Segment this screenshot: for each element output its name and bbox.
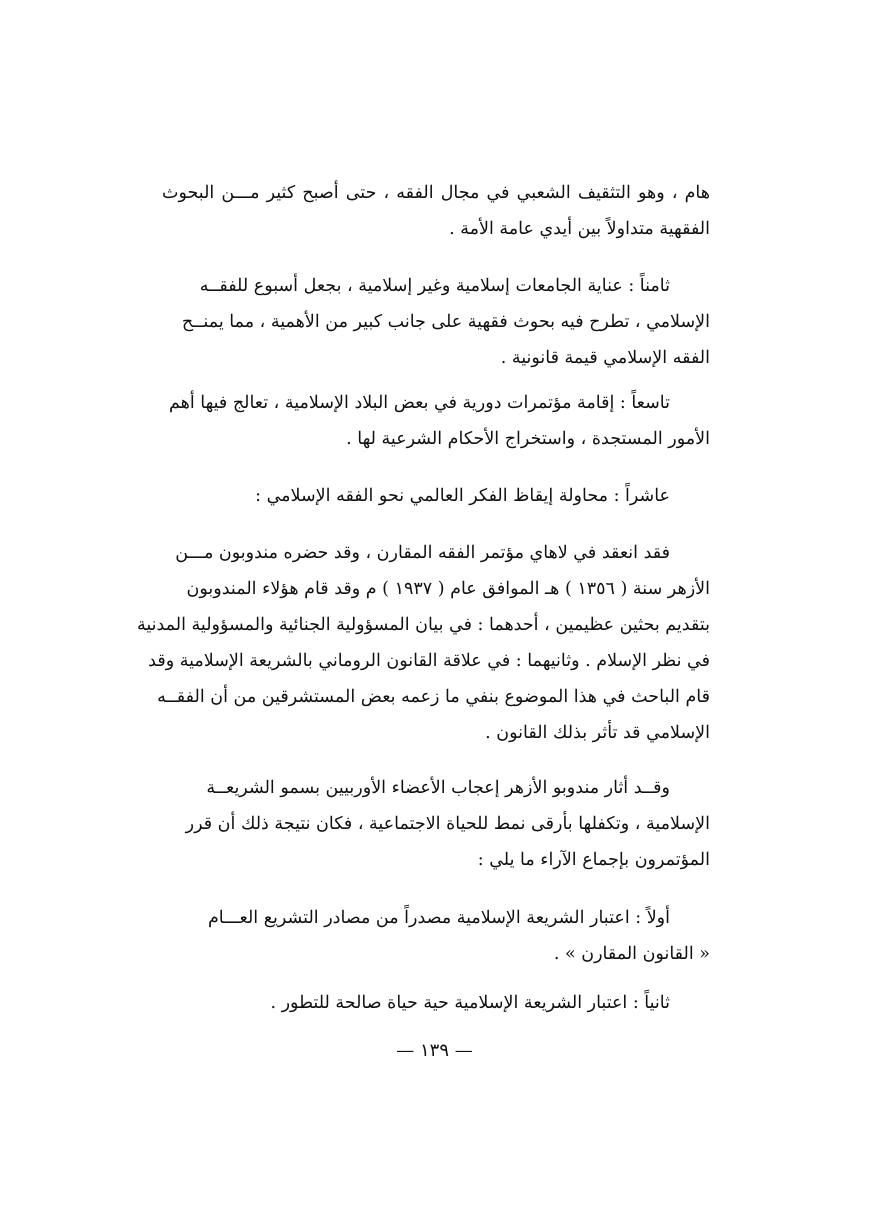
paragraph-tenth-heading [162, 478, 710, 514]
text-line: الإسلامي ، تطرح فيه بحوث فقهية على جانب كبير من الأهمية ، مما يمنــح [181, 312, 710, 332]
text-line: قام الباحث في هذا الموضوع بنفي ما زعمه بعض المستشرقين من أن الفقــه [157, 687, 710, 707]
text-line: المؤتمرون بإجماع الآراء ما يلي : [477, 850, 710, 870]
text-line: أولاً : اعتبار الشريعة الإسلامية مصدراً من مصادر التشريع العـــام [207, 908, 670, 928]
text-line: الفقهية متداولاً بين أيدي عامة الأمة . [449, 219, 710, 239]
text-line: الإسلامي قد تأثر بذلك القانون . [485, 723, 710, 743]
text-line: ثامناً : عناية الجامعات إسلامية وغير إسلامية ، بجعل أسبوع للفقــه [199, 276, 670, 296]
paragraph-ninth [162, 385, 710, 457]
text-line: هام ، وهو التثقيف الشعبي في مجال الفقه ، حتى أصبح كثير مـــن البحوث [162, 183, 710, 203]
text-line: عاشراً : محاولة إيقاظ الفكر العالمي نحو الفقه الإسلامي : [255, 486, 670, 506]
paragraph-eighth [162, 268, 710, 376]
text-line: في نظر الإسلام . وثانيهما : في علاقة القانون الروماني بالشريعة الإسلامية وقد [148, 651, 710, 671]
text-line: الإسلامية ، وتكفلها بأرقى نمط للحياة الاجتماعية ، فكان نتيجة ذلك أن قرر [185, 814, 710, 834]
text-line: بتقديم بحثين عظيمين ، أحدهما : في بيان المسؤولية الجنائية والمسؤولية المدنية [136, 615, 710, 635]
text-line: الأمور المستجدة ، واستخراج الأحكام الشرعية لها . [346, 429, 710, 449]
paragraph-resolution-first [162, 900, 710, 972]
text-line: فقد انعقد في لاهاي مؤتمر الفقه المقارن ، وقد حضره مندوبون مـــن [175, 543, 670, 563]
text-line: تاسعاً : إقامة مؤتمرات دورية في بعض البلاد الإسلامية ، تعالج فيها أهم [168, 393, 670, 413]
paragraph-hague-conference [136, 535, 710, 751]
paragraph-intro-continuation [162, 175, 710, 247]
text-line: الأزهر سنة ( ١٣٥٦ ) هـ الموافق عام ( ١٩٣٧ ) م وقد قام هؤلاء المندوبون [186, 579, 710, 599]
paragraph-resolution-second [162, 985, 710, 1021]
page-number: — ١٣٩ — [396, 1040, 473, 1061]
paragraph-azhar-delegates [162, 770, 710, 878]
text-line: ثانياً : اعتبار الشريعة الإسلامية حية حياة صالحة للتطور . [270, 993, 670, 1013]
text-line: « القانون المقارن » . [553, 944, 710, 964]
text-line: الفقه الإسلامي قيمة قانونية . [500, 348, 710, 368]
text-line: وقــد أثار مندوبو الأزهر إعجاب الأعضاء الأوربيين بسمو الشريعــة [206, 778, 670, 798]
